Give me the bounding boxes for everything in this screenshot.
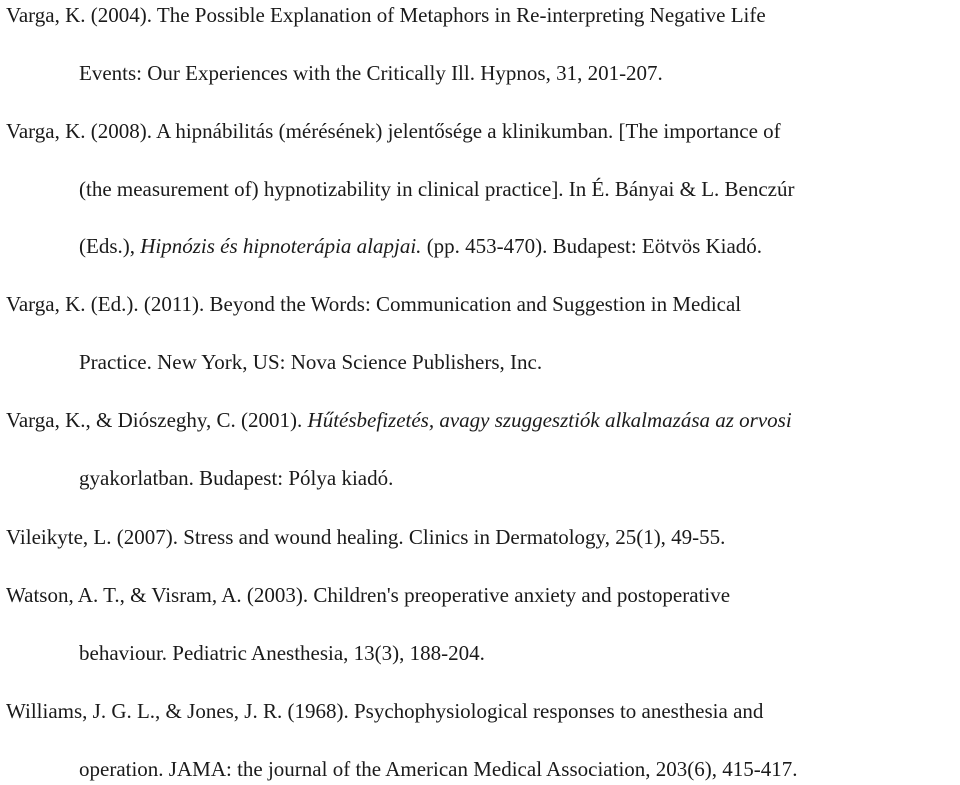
- reference-text: behaviour. Pediatric Anesthesia, 13(3), 188-204.: [79, 641, 485, 665]
- reference-text: Varga, K. (2004). The Possible Explanation of Metaphors in Re-interpreting Negative Life: [6, 3, 766, 27]
- reference-text: Varga, K., & Diószeghy, C. (2001).: [6, 408, 308, 432]
- reference-line: [79, 465, 393, 491]
- reference-text: operation. JAMA: the journal of the American Medical Association, 203(6), 415-417.: [79, 757, 798, 781]
- book-title: Hűtésbefizetés, avagy szuggesztiók alkalmazása az orvosi: [307, 408, 792, 432]
- reference-line: [6, 291, 741, 317]
- reference-line: [6, 582, 730, 608]
- reference-text: (pp. 453-470). Budapest: Eötvös Kiadó.: [421, 234, 763, 258]
- reference-text: gyakorlatban. Budapest: Pólya kiadó.: [79, 466, 394, 490]
- reference-line: [79, 349, 542, 375]
- reference-text: Events: Our Experiences with the Critically Ill. Hypnos, 31, 201-207.: [79, 61, 663, 85]
- reference-line: [6, 524, 725, 550]
- reference-line: [79, 756, 798, 782]
- reference-text: Practice. New York, US: Nova Science Publishers, Inc.: [79, 350, 543, 374]
- reference-line: [79, 60, 663, 86]
- reference-text: Watson, A. T., & Visram, A. (2003). Children's preoperative anxiety and postoperative: [6, 583, 731, 607]
- reference-text: Vileikyte, L. (2007). Stress and wound healing. Clinics in Dermatology, 25(1), 49-55.: [6, 525, 726, 549]
- reference-line: [79, 233, 762, 259]
- reference-line: [79, 640, 485, 666]
- reference-line: [6, 407, 792, 433]
- book-title: Hipnózis és hipnoterápia alapjai.: [140, 234, 422, 258]
- reference-text: Williams, J. G. L., & Jones, J. R. (1968). Psychophysiological responses to anesthesia and: [6, 699, 764, 723]
- reference-line: [6, 2, 766, 28]
- reference-text: (the measurement of) hypnotizability in clinical practice]. In É. Bányai & L. Benczúr: [79, 177, 795, 201]
- reference-text: Varga, K. (Ed.). (2011). Beyond the Words: Communication and Suggestion in Medical: [6, 292, 742, 316]
- reference-line: [79, 176, 795, 202]
- reference-line: [6, 698, 763, 724]
- reference-text: Varga, K. (2008). A hipnábilitás (mérésének) jelentősége a klinikumban. [The importance of: [6, 119, 781, 143]
- reference-line: [6, 118, 781, 144]
- reference-text: (Eds.),: [79, 234, 141, 258]
